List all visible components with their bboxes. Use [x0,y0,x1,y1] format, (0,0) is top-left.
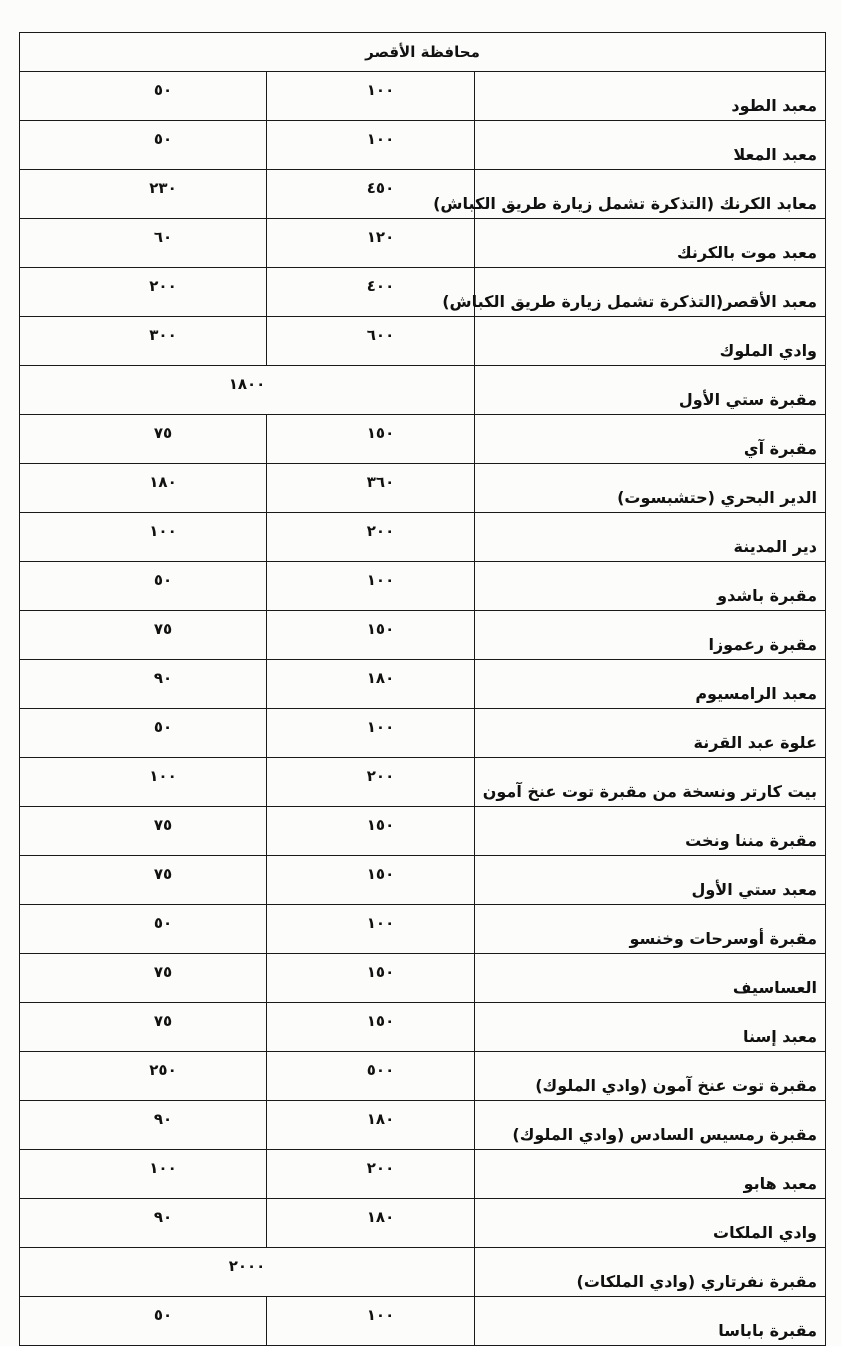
site-name: وادي الملكات [475,1199,826,1248]
price-foreign: ١٥٠ [267,415,475,464]
price-foreign: ٥٠٠ [267,1052,475,1101]
price-foreign: ١٨٠ [267,660,475,709]
table-row [20,660,826,709]
site-name: معبد الطود [475,72,826,121]
price-foreign: ١٥٠ [267,807,475,856]
price-student: ٥٠ [20,709,267,758]
site-name: مقبرة أوسرحات وخنسو [475,905,826,954]
table-row [20,1199,826,1248]
price-student: ٥٠ [20,72,267,121]
price-single: ٢٠٠٠ [20,1248,475,1297]
price-foreign: ١٠٠ [267,72,475,121]
table-row [20,1248,826,1297]
site-name: علوة عبد القرنة [475,709,826,758]
table-title-row [20,33,826,72]
price-student: ٦٠ [20,219,267,268]
site-name: دير المدينة [475,513,826,562]
site-name: مقبرة نفرتاري (وادي الملكات) [475,1248,826,1297]
table-row [20,170,826,219]
price-foreign: ١٠٠ [267,905,475,954]
table-row [20,709,826,758]
price-student: ٩٠ [20,1101,267,1150]
price-foreign: ١٠٠ [267,1297,475,1346]
table-row [20,268,826,317]
table-row [20,1003,826,1052]
ticket-price-table [19,32,826,1346]
table-row [20,954,826,1003]
price-foreign: ١٠٠ [267,562,475,611]
site-name: مقبرة مننا ونخت [475,807,826,856]
site-name: وادي الملوك [475,317,826,366]
price-student: ٥٠ [20,905,267,954]
price-student: ٥٠ [20,121,267,170]
table-row [20,1101,826,1150]
price-student: ٧٥ [20,611,267,660]
table-row [20,1150,826,1199]
price-foreign: ١٥٠ [267,1003,475,1052]
price-student: ٧٥ [20,856,267,905]
table-row [20,807,826,856]
price-student: ١٠٠ [20,513,267,562]
table-row [20,611,826,660]
price-student: ٣٠٠ [20,317,267,366]
site-name: مقبرة رمسيس السادس (وادي الملوك) [475,1101,826,1150]
table-row [20,464,826,513]
table-row [20,758,826,807]
site-name: مقبرة رعموزا [475,611,826,660]
site-name: مقبرة باشدو [475,562,826,611]
price-student: ١٨٠ [20,464,267,513]
price-foreign: ٢٠٠ [267,1150,475,1199]
site-name: معبد إسنا [475,1003,826,1052]
site-name: مقبرة ستي الأول [475,366,826,415]
price-student: ٩٠ [20,660,267,709]
site-name: الدير البحري (حتشبسوت) [475,464,826,513]
site-name: معبد الأقصر(التذكرة تشمل زيارة طريق الكباش) [475,268,826,317]
price-foreign: ٤٥٠ [267,170,475,219]
table-row [20,856,826,905]
price-student: ٧٥ [20,807,267,856]
site-name: مقبرة توت عنخ آمون (وادي الملوك) [475,1052,826,1101]
price-foreign: ٦٠٠ [267,317,475,366]
site-name: معبد هابو [475,1150,826,1199]
price-foreign: ٢٠٠ [267,758,475,807]
price-foreign: ١٠٠ [267,121,475,170]
price-foreign: ٣٦٠ [267,464,475,513]
price-foreign: ١٨٠ [267,1199,475,1248]
price-student: ٢٠٠ [20,268,267,317]
table-row [20,1297,826,1346]
price-foreign: ١٢٠ [267,219,475,268]
price-student: ٧٥ [20,954,267,1003]
site-name: مقبرة باباسا [475,1297,826,1346]
table-row [20,72,826,121]
price-foreign: ٤٠٠ [267,268,475,317]
price-foreign: ١٥٠ [267,954,475,1003]
site-name: معبد ستي الأول [475,856,826,905]
table-row [20,317,826,366]
site-name: مقبرة آي [475,415,826,464]
price-student: ٥٠ [20,1297,267,1346]
table-row [20,905,826,954]
price-single: ١٨٠٠ [20,366,475,415]
price-student: ٢٣٠ [20,170,267,219]
table-row [20,562,826,611]
table-row [20,1052,826,1101]
price-foreign: ١٠٠ [267,709,475,758]
price-student: ١٠٠ [20,758,267,807]
price-foreign: ١٥٠ [267,611,475,660]
price-student: ٧٥ [20,415,267,464]
site-name: بيت كارتر ونسخة من مقبرة توت عنخ آمون [475,758,826,807]
table-row [20,121,826,170]
site-name: معابد الكرنك (التذكرة تشمل زيارة طريق الكباش) [475,170,826,219]
governorate-title: محافظة الأقصر [20,33,826,72]
site-name: معبد موت بالكرنك [475,219,826,268]
price-foreign: ٢٠٠ [267,513,475,562]
site-name: معبد الرامسيوم [475,660,826,709]
table-row [20,513,826,562]
price-student: ٧٥ [20,1003,267,1052]
price-student: ٢٥٠ [20,1052,267,1101]
table-row [20,415,826,464]
price-foreign: ١٨٠ [267,1101,475,1150]
table-row [20,366,826,415]
price-student: ٩٠ [20,1199,267,1248]
price-student: ٥٠ [20,562,267,611]
site-name: العساسيف [475,954,826,1003]
price-student: ١٠٠ [20,1150,267,1199]
table-row [20,219,826,268]
price-foreign: ١٥٠ [267,856,475,905]
site-name: معبد المعلا [475,121,826,170]
